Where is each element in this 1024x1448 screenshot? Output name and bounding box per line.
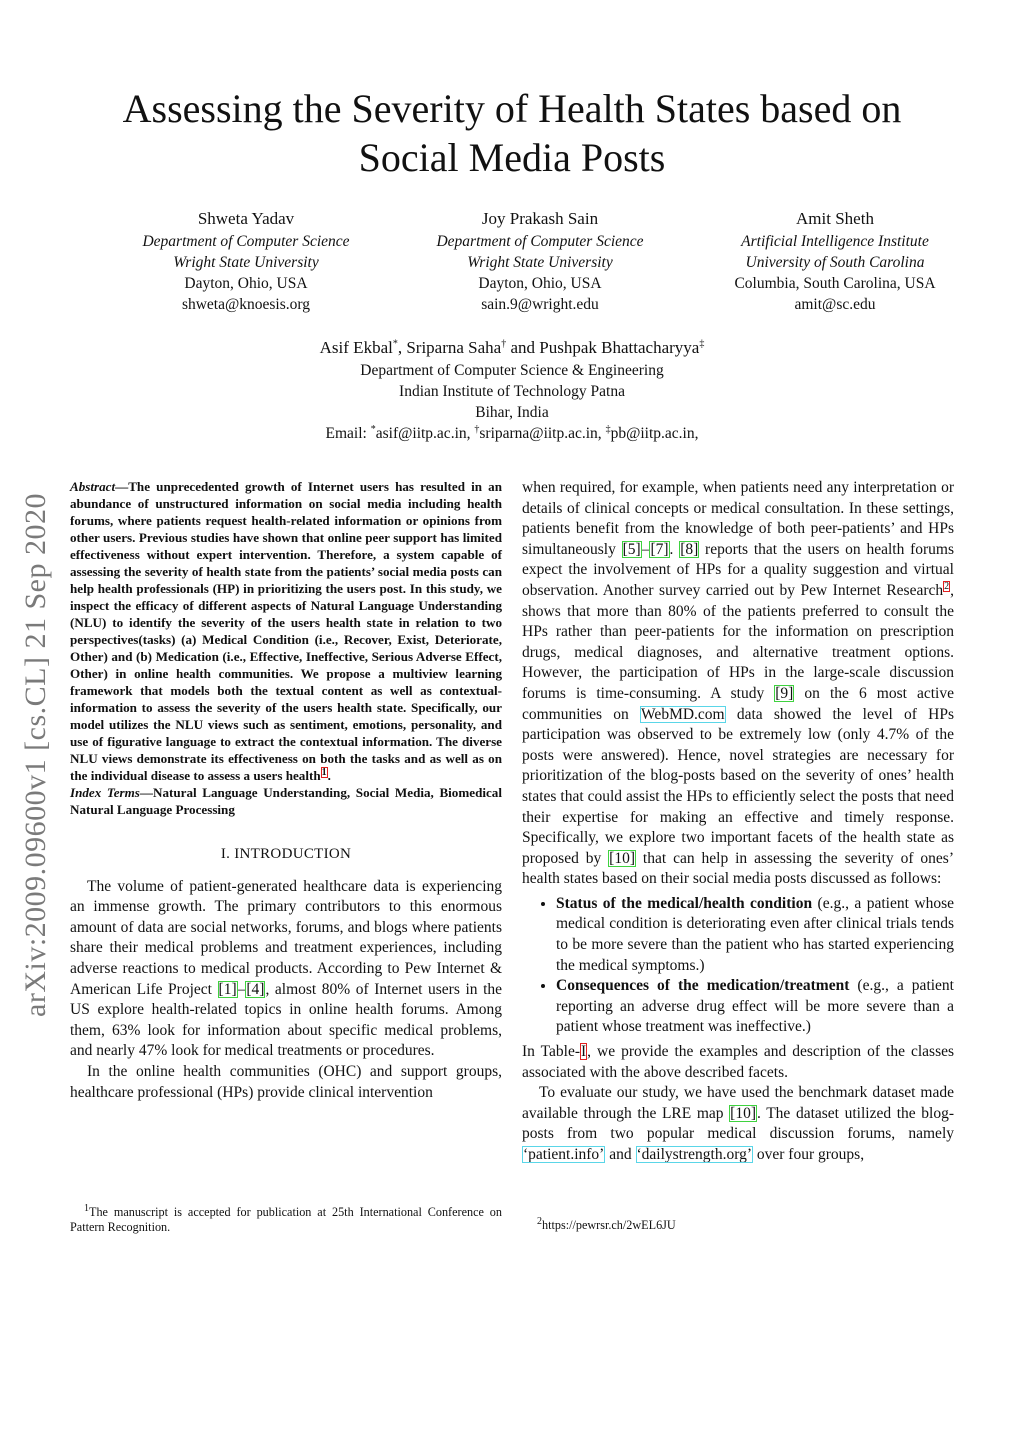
index-terms-label: Index Terms — [70, 785, 140, 800]
author-block-3 — [685, 207, 985, 315]
right-paragraph-3 — [522, 1083, 954, 1165]
table-link[interactable]: I — [581, 1043, 587, 1061]
author-location: Dayton, Ohio, USA — [478, 275, 602, 292]
index-terms-text: —Natural Language Understanding, Social Media, Biomedical Natural Language Processing — [70, 785, 502, 817]
left-column — [70, 478, 502, 1103]
paragraph-text: To evaluate our study, we have used the benchmark dataset made available through the LRE map — [522, 1084, 954, 1122]
list-item-text: (e.g., a patient reporting an adverse drug effect will be more severe than a patient whose treatment was ineffective.) — [556, 977, 954, 1036]
paragraph-text: , we provide the examples and description of the classes associated with the above described facets. — [522, 1043, 955, 1081]
footnote-text: The manuscript is accepted for publication at 25th International Conference on Pattern Recognition. — [70, 1205, 502, 1234]
author-department: Artificial Intelligence Institute — [741, 233, 929, 250]
author-block-1 — [96, 207, 396, 315]
author-name-ekbal: Asif Ekbal — [319, 338, 393, 357]
author-block-2 — [390, 207, 690, 315]
author-institution: Wright State University — [467, 254, 613, 271]
citation-link[interactable]: [4] — [246, 980, 265, 998]
citation-link[interactable]: [10] — [730, 1104, 756, 1122]
author-location: Dayton, Ohio, USA — [184, 275, 308, 292]
author-emails — [262, 423, 762, 444]
paragraph-text: , almost 80% of Internet users in the US explore health-related topics in online health forums. Among them, 63% look for information about specific medical problems, and nearly 47% look for medical treatments or procedures. — [70, 980, 503, 1060]
paragraph-text: when required, for example, when patients need any interpretation or details of clinical concepts or medical consultation. In these settings, patients benefit from the knowledge of both peer-patients’ and HPs simultaneously — [522, 479, 954, 558]
index-terms — [70, 784, 502, 818]
author-group-names — [262, 336, 762, 360]
paragraph-text: data showed the level of HPs participation was observed to be extremely low (only 4.7% of the posts were answered). Hence, novel strategies are necessary for prioritization of the blog-posts based on the severity of ones’ health states that could assist the HPs to efficiently select the posts that need their expertise for making an effective and timely response. Specifically, we explore two important facets of the health state as proposed by — [522, 705, 954, 867]
footnote-text: https://pewrsr.ch/2wEL6JU — [542, 1218, 676, 1232]
url-link-dailystrength[interactable]: ‘dailystrength.org’ — [636, 1146, 753, 1163]
abstract-text: —The unprecedented growth of Internet users has resulted in an abundance of unstructured information on social media including health forums, where patients request health-related information or opinions from other users. Previous studies have shown that online peer support has limited effectiveness without expert intervention. Therefore, a system capable of assessing the severity of health state from the patients’ social media posts can help health professionals (HP) in prioritizing the users post. In this study, we inspect the efficacy of different aspects of Natural Language Understanding (NLU) to identify the severity of the users health state in relation to two perspectives(tasks) (a) Medical Condition (i.e., Recover, Exist, Deteriorate, Other) and (b) Medication (i.e., Effective, Ineffective, Serious Adverse Effect, Other) in online health communities. We propose a multiview learning framework that models both the textual content as well as contextual-information to assess the severity of the users health state. Specifically, our model utilizes the NLU views such as sentiment, emotions, personality, and use of figurative language to extract the contextual information. The diverse NLU views demonstrate its effectiveness on both the tasks and as well as on the individual disease to assess a users health — [70, 479, 502, 783]
footnote-link-1[interactable]: 1 — [321, 766, 327, 778]
url-link-webmd[interactable]: WebMD.com — [641, 705, 725, 723]
affil-mark: * — [392, 338, 398, 350]
affil-mark: ‡ — [699, 338, 705, 350]
author-department: Department of Computer Science & Engineering — [360, 362, 664, 379]
citation-link[interactable]: [7] — [650, 540, 669, 558]
footnote-1 — [70, 1202, 502, 1235]
affil-mark: ‡ — [605, 423, 611, 435]
affil-mark: * — [370, 423, 376, 435]
author-institution: Wright State University — [173, 254, 319, 271]
author-email: shweta@knoesis.org — [181, 296, 311, 313]
abstract-end: . — [327, 768, 331, 783]
author-name: Joy Prakash Sain — [481, 209, 599, 228]
section-title-initial: I — [234, 846, 240, 862]
footnote-link-2[interactable]: 2 — [944, 580, 950, 592]
paragraph-text: over four groups, — [753, 1146, 865, 1163]
paragraph-text: on the 6 most active communities on — [522, 684, 954, 723]
dash: – — [641, 540, 650, 558]
author-name-saha: Sriparna Saha — [406, 338, 502, 357]
paragraph-text: , shows that more than 80% of the patients preferred to consult the HPs rather than peer-patients for the information on prescription drugs, medical diagnoses, and alternative treatment options. However, the participation of HPs in the large-scale discussion forums is time-consuming. A study — [522, 581, 954, 702]
author-location: Columbia, South Carolina, USA — [734, 275, 936, 292]
paragraph-text: that can help in assessing the severity of ones’ health states based on their social media posts discussed as follows: — [522, 849, 954, 888]
separator: , — [397, 338, 407, 357]
intro-paragraph-2: In the online health communities (OHC) and support groups, healthcare professional (HPs) provide clinical intervention — [70, 1062, 502, 1101]
author-location: Bihar, India — [475, 404, 549, 421]
section-title-rest: NTRODUCTION — [239, 846, 352, 862]
author-email: sain.9@wright.edu — [481, 296, 599, 313]
footnote-mark: 2 — [537, 1215, 542, 1227]
email-bhattacharyya: pb@iitp.ac.in, — [610, 425, 699, 442]
author-name: Shweta Yadav — [197, 209, 295, 228]
footnote-mark: 1 — [84, 1202, 89, 1214]
citation-link[interactable]: [5] — [622, 540, 641, 558]
punctuation: . — [669, 540, 680, 558]
author-name: Amit Sheth — [796, 209, 874, 228]
list-item-title: Status of the medical/health condition — [556, 894, 813, 912]
dash: – — [237, 980, 246, 998]
section-number: I. — [220, 846, 235, 862]
arxiv-identifier-text: arXiv:2009.09600v1 [cs.CL] 21 Sep 2020 — [19, 493, 52, 1017]
paragraph-text: The volume of patient-generated healthcare data is experiencing an immense growth. The primary contributors to this enormous amount of data are social networks, forums, and blogs where patients share their medical problems and treatment experiences, including adverse reactions to medical products. According to Pew Internet & American Life Project — [70, 877, 502, 998]
email-ekbal: asif@iitp.ac.in, — [375, 425, 475, 442]
author-department: Department of Computer Science — [436, 233, 644, 250]
email-label: Email: — [325, 425, 371, 442]
citation-link[interactable]: [1] — [218, 980, 237, 998]
author-name-bhattacharyya: Pushpak Bhattacharyya — [539, 338, 700, 357]
list-item — [556, 894, 954, 976]
separator: and — [506, 338, 540, 357]
footnote-2 — [537, 1215, 937, 1233]
list-item-text: (e.g., a patient whose medical condition is deteriorating even after clinical trials tends to be more severe than the patient who has started experiencing the medical symptoms.) — [556, 894, 954, 974]
list-item — [556, 976, 954, 1038]
intro-paragraph-1 — [70, 877, 502, 1062]
email-saha: sriparna@iitp.ac.in, — [479, 425, 606, 442]
author-email: amit@sc.edu — [794, 296, 876, 313]
paper-title — [0, 84, 1024, 182]
affil-mark: † — [474, 423, 480, 435]
abstract — [70, 478, 502, 784]
abstract-label: Abstract — [70, 479, 116, 494]
paragraph-text: reports that the users on health forums expect the involvement of HPs for a quality suggestion and virtual observation. Another survey carried out by Pew Internet Research — [522, 540, 955, 599]
author-department: Department of Computer Science — [142, 233, 350, 250]
title-line-1: Assessing the Severity of Health States based on — [122, 86, 902, 131]
paragraph-text: In Table- — [522, 1043, 580, 1061]
url-link-patient-info[interactable]: ‘patient.info’ — [523, 1146, 605, 1163]
affil-mark: † — [501, 338, 507, 350]
right-paragraph-2 — [522, 1042, 954, 1083]
citation-link[interactable]: [8] — [680, 540, 699, 558]
paragraph-text: and — [605, 1146, 636, 1163]
author-institution: University of South Carolina — [745, 254, 925, 271]
author-institution: Indian Institute of Technology Patna — [399, 383, 625, 400]
arxiv-identifier — [14, 455, 58, 1055]
author-block-iitp — [262, 336, 762, 444]
right-column — [522, 478, 954, 1166]
citation-link[interactable]: [10] — [609, 849, 635, 867]
citation-link[interactable]: [9] — [775, 684, 794, 702]
right-paragraph-1 — [522, 478, 954, 890]
list-item-title: Consequences of the medication/treatment — [556, 977, 850, 995]
section-heading-introduction — [70, 844, 502, 865]
paragraph-text: . The dataset utilized the blog-posts from two popular medical discussion forums, namely — [522, 1104, 954, 1143]
title-line-2: Social Media Posts — [358, 135, 666, 180]
facet-list — [522, 894, 954, 1038]
